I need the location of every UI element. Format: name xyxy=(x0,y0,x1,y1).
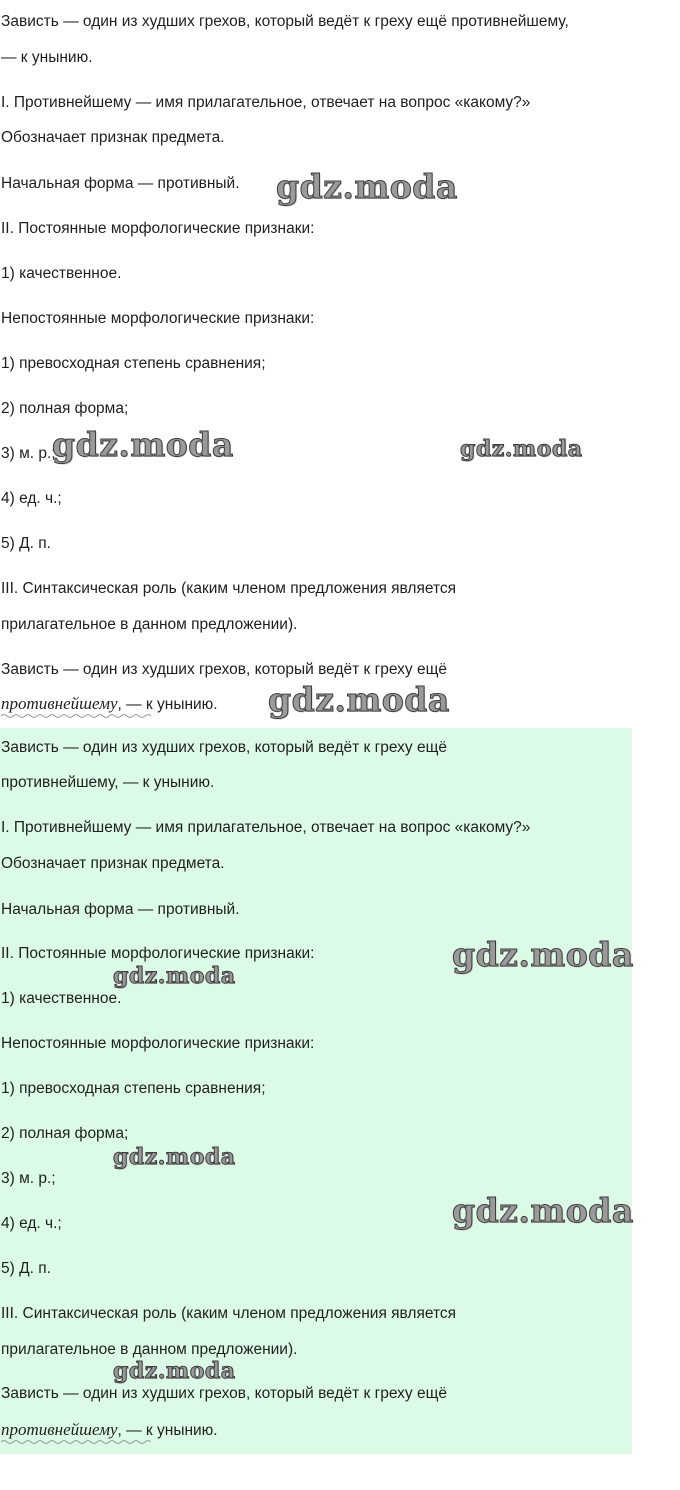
text-line: Непостоянные морфологические признаки: xyxy=(1,1035,315,1052)
text-line: 2) полная форма; xyxy=(1,400,129,417)
wavy-underline-icon xyxy=(1,712,151,720)
text-fragment: , — к унынию. xyxy=(117,1422,218,1439)
text-line: 3) м. р.; xyxy=(1,445,56,462)
text-line: 4) ед. ч.; xyxy=(1,490,62,507)
text-line: 1) превосходная степень сравнения; xyxy=(1,355,266,372)
text-line: II. Постоянные морфологические признаки: xyxy=(1,220,315,237)
text-line-underlined xyxy=(1,694,218,715)
text-line: Зависть — один из худших грехов, который ведёт к греху ещё xyxy=(1,1385,447,1402)
text-line: 5) Д. п. xyxy=(1,1260,51,1277)
text-line: III. Синтаксическая роль (каким членом предложения является xyxy=(1,580,457,597)
text-line: Начальная форма — противный. xyxy=(1,175,240,192)
watermark-logo: gdz.moda xyxy=(113,1358,236,1384)
text-line: Зависть — один из худших грехов, который ведёт к греху ещё xyxy=(1,661,447,678)
text-line: противнейшему, — к унынию. xyxy=(1,774,215,791)
text-line: 1) качественное. xyxy=(1,990,122,1007)
watermark-logo: gdz.moda xyxy=(52,425,234,464)
underlined-adjective xyxy=(1,694,118,714)
adjective-text: противнейшему xyxy=(1,1420,118,1439)
watermark-logo: gdz.moda xyxy=(452,1191,634,1230)
answer-block-highlighted xyxy=(0,728,632,1454)
text-line: Начальная форма — противный. xyxy=(1,901,240,918)
watermark-logo: gdz.moda xyxy=(113,1144,236,1170)
text-line: Обозначает признак предмета. xyxy=(1,129,225,146)
text-line-underlined xyxy=(1,1420,218,1441)
text-line: 5) Д. п. xyxy=(1,535,51,552)
text-line: — к унынию. xyxy=(1,49,93,66)
adjective-text: противнейшему xyxy=(1,694,118,713)
text-line: 3) м. р.; xyxy=(1,1170,56,1187)
text-line: 2) полная форма; xyxy=(1,1125,129,1142)
text-line: Непостоянные морфологические признаки: xyxy=(1,310,315,327)
text-line: Обозначает признак предмета. xyxy=(1,855,225,872)
text-line: I. Противнейшему — имя прилагательное, отвечает на вопрос «какому?» xyxy=(1,94,531,111)
text-line: 4) ед. ч.; xyxy=(1,1215,62,1232)
watermark-logo: gdz.moda xyxy=(452,935,634,974)
watermark-logo: gdz.moda xyxy=(113,963,236,989)
text-line: I. Противнейшему — имя прилагательное, отвечает на вопрос «какому?» xyxy=(1,819,531,836)
watermark-logo: gdz.moda xyxy=(276,167,458,206)
watermark-logo: gdz.moda xyxy=(268,680,450,719)
text-line: 1) превосходная степень сравнения; xyxy=(1,1080,266,1097)
text-line: II. Постоянные морфологические признаки: xyxy=(1,945,315,962)
text-line: прилагательное в данном предложении). xyxy=(1,1341,298,1358)
watermark-logo: gdz.moda xyxy=(460,436,583,462)
wavy-underline-icon xyxy=(1,1438,151,1446)
text-line: 1) качественное. xyxy=(1,265,122,282)
text-line: Зависть — один из худших грехов, который ведёт к греху ещё xyxy=(1,739,447,756)
text-line: Зависть — один из худших грехов, который ведёт к греху ещё противнейшему, xyxy=(1,13,569,30)
underlined-adjective xyxy=(1,1420,118,1440)
text-line: III. Синтаксическая роль (каким членом предложения является xyxy=(1,1305,457,1322)
text-line: прилагательное в данном предложении). xyxy=(1,616,298,633)
text-fragment: , — к унынию. xyxy=(117,696,218,713)
